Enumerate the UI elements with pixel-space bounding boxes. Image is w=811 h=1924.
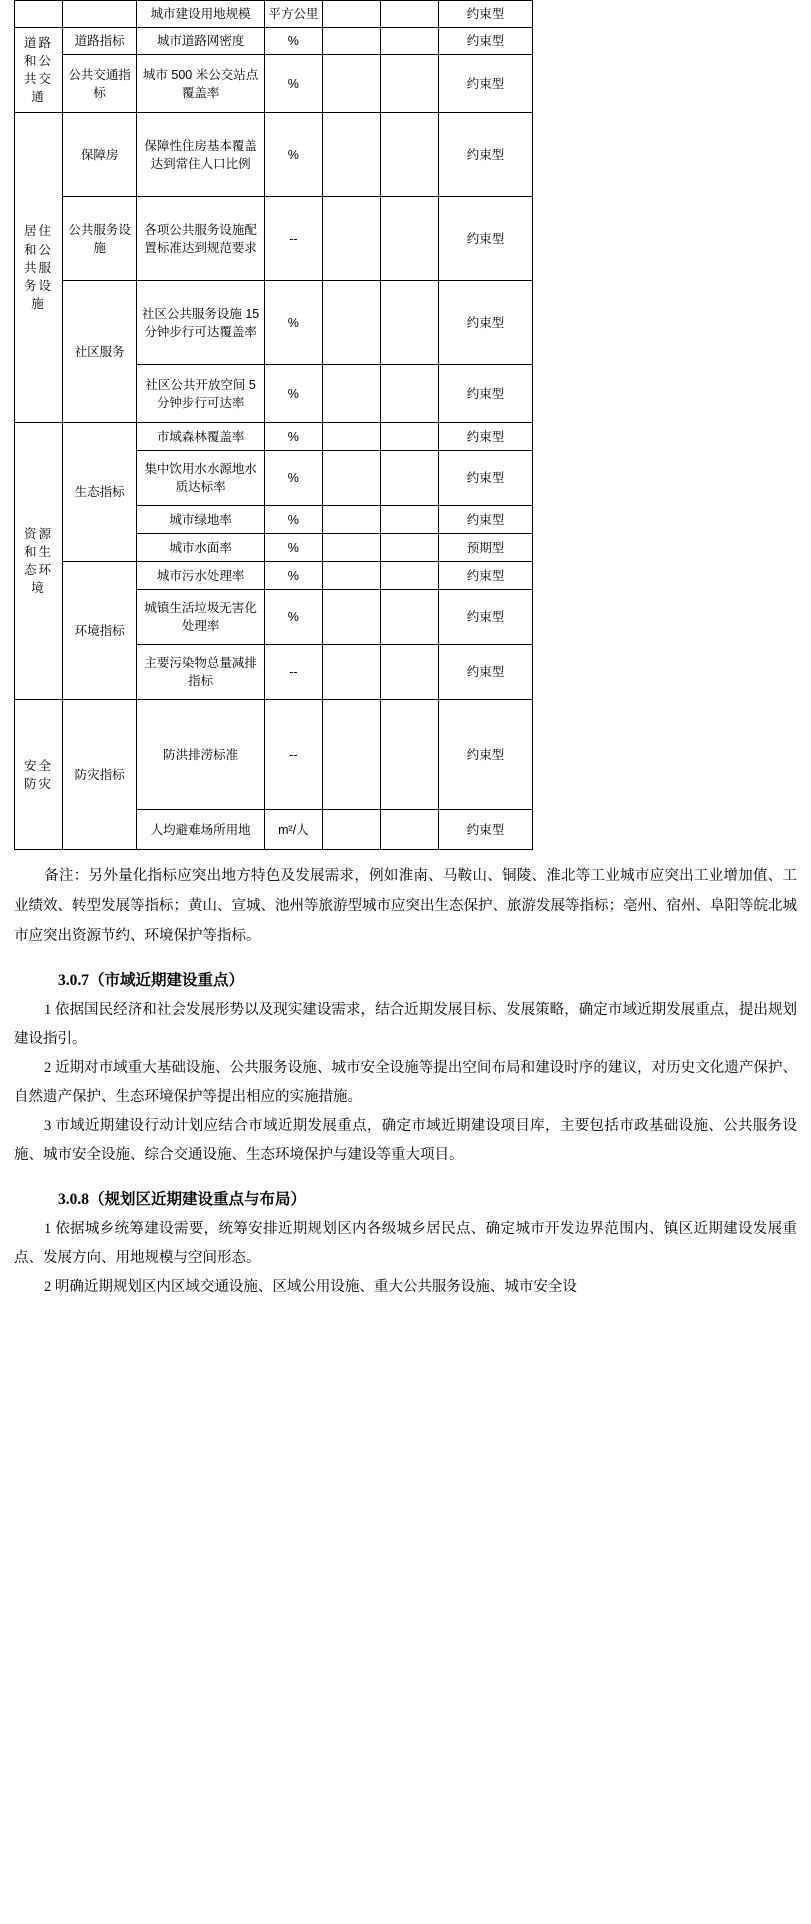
cell-group xyxy=(62,1,136,28)
cell-indicator: 各项公共服务设施配置标准达到规范要求 xyxy=(137,197,264,281)
cell-value-a xyxy=(322,1,380,28)
cell-value-b xyxy=(381,423,439,451)
indicator-table xyxy=(14,0,533,850)
cell-type: 约束型 xyxy=(439,281,533,365)
table-row xyxy=(15,197,533,281)
paragraph-text: 市域近期建设行动计划应结合市域近期发展重点，确定市域近期建设项目库，主要包括市政基础设施、公共服务设施、城市安全设施、综合交通设施、生态环境保护与建设等重大项目。 xyxy=(14,1118,797,1164)
cell-value-b xyxy=(381,28,439,55)
cell-type: 约束型 xyxy=(439,365,533,423)
cell-unit: % xyxy=(264,423,322,451)
cell-value-a xyxy=(322,506,380,534)
cell-type: 约束型 xyxy=(439,810,533,850)
cell-indicator: 防洪排涝标准 xyxy=(137,700,264,810)
table-note xyxy=(14,862,797,951)
cell-unit: % xyxy=(264,113,322,197)
cell-type: 约束型 xyxy=(439,113,533,197)
cell-type: 约束型 xyxy=(439,590,533,645)
cell-unit: -- xyxy=(264,645,322,700)
table-row xyxy=(15,562,533,590)
cell-indicator: 市域森林覆盖率 xyxy=(137,423,264,451)
cell-value-b xyxy=(381,451,439,506)
cell-value-a xyxy=(322,700,380,810)
cell-unit: % xyxy=(264,365,322,423)
cell-value-a xyxy=(322,28,380,55)
cell-category: 资源和生态环境 xyxy=(15,423,63,700)
cell-unit: % xyxy=(264,506,322,534)
cell-value-a xyxy=(322,451,380,506)
cell-value-a xyxy=(322,281,380,365)
paragraph-number: 3 xyxy=(44,1118,52,1135)
cell-indicator: 主要污染物总量减排指标 xyxy=(137,645,264,700)
paragraph-number: 2 xyxy=(44,1279,52,1296)
cell-category: 居住和公共服务设施 xyxy=(15,113,63,423)
cell-indicator: 城市 500 米公交站点覆盖率 xyxy=(137,55,264,113)
cell-group: 保障房 xyxy=(62,113,136,197)
cell-value-a xyxy=(322,55,380,113)
cell-type: 约束型 xyxy=(439,562,533,590)
paragraph-308-2 xyxy=(14,1273,797,1302)
cell-type: 约束型 xyxy=(439,700,533,810)
cell-value-a xyxy=(322,423,380,451)
paragraph-number: 2 xyxy=(44,1060,52,1077)
cell-unit: % xyxy=(264,281,322,365)
cell-unit: m²/人 xyxy=(264,810,322,850)
cell-value-b xyxy=(381,700,439,810)
table-row xyxy=(15,113,533,197)
cell-indicator: 保障性住房基本覆盖达到常住人口比例 xyxy=(137,113,264,197)
cell-type: 约束型 xyxy=(439,55,533,113)
cell-type: 预期型 xyxy=(439,534,533,562)
cell-unit: -- xyxy=(264,197,322,281)
cell-indicator: 城市道路网密度 xyxy=(137,28,264,55)
paragraph-308-1 xyxy=(14,1215,797,1273)
cell-type: 约束型 xyxy=(439,506,533,534)
paragraph-307-3 xyxy=(14,1112,797,1170)
cell-group: 生态指标 xyxy=(62,423,136,562)
cell-group: 公共交通指标 xyxy=(62,55,136,113)
cell-indicator: 城市污水处理率 xyxy=(137,562,264,590)
cell-value-a xyxy=(322,562,380,590)
cell-unit: % xyxy=(264,451,322,506)
cell-group: 防灾指标 xyxy=(62,700,136,850)
table-row xyxy=(15,1,533,28)
cell-type: 约束型 xyxy=(439,645,533,700)
cell-unit: % xyxy=(264,28,322,55)
table-row xyxy=(15,55,533,113)
paragraph-text: 近期对市域重大基础设施、公共服务设施、城市安全设施等提出空间布局和建设时序的建议，对历史文化遗产保护、自然遗产保护、生态环境保护等提出相应的实施措施。 xyxy=(14,1060,798,1106)
cell-value-b xyxy=(381,55,439,113)
cell-unit: % xyxy=(264,562,322,590)
cell-unit: % xyxy=(264,590,322,645)
section-heading-308: 3.0.8（规划区近期建设重点与布局） xyxy=(58,1191,307,1209)
cell-indicator: 社区公共开放空间 5 分钟步行可达率 xyxy=(137,365,264,423)
cell-indicator: 社区公共服务设施 15 分钟步行可达覆盖率 xyxy=(137,281,264,365)
cell-value-b xyxy=(381,281,439,365)
cell-type: 约束型 xyxy=(439,197,533,281)
cell-value-b xyxy=(381,562,439,590)
cell-group: 道路指标 xyxy=(62,28,136,55)
cell-value-b xyxy=(381,810,439,850)
cell-value-a xyxy=(322,113,380,197)
paragraph-number: 1 xyxy=(44,1002,52,1019)
cell-type: 约束型 xyxy=(439,1,533,28)
cell-indicator: 人均避难场所用地 xyxy=(137,810,264,850)
paragraph-text: 明确近期规划区内区域交通设施、区域公用设施、重大公共服务设施、城市安全设 xyxy=(54,1279,577,1296)
paragraph-307-2 xyxy=(14,1054,797,1112)
cell-value-a xyxy=(322,645,380,700)
cell-value-a xyxy=(322,810,380,850)
cell-value-b xyxy=(381,645,439,700)
cell-value-a xyxy=(322,365,380,423)
cell-value-b xyxy=(381,113,439,197)
cell-type: 约束型 xyxy=(439,28,533,55)
cell-value-a xyxy=(322,534,380,562)
cell-unit: % xyxy=(264,55,322,113)
cell-value-b xyxy=(381,1,439,28)
cell-indicator: 集中饮用水水源地水质达标率 xyxy=(137,451,264,506)
paragraph-number: 1 xyxy=(44,1221,52,1238)
paragraph-text: 依据国民经济和社会发展形势以及现实建设需求，结合近期发展目标、发展策略，确定市域近期发展重点，提出规划建设指引。 xyxy=(14,1002,798,1048)
table-note-text: 备注：另外量化指标应突出地方特色及发展需求，例如淮南、马鞍山、铜陵、淮北等工业城市应突出工业增加值、工业绩效、转型发展等指标；黄山、宣城、池州等旅游型城市应突出生态保护、旅游发展等指标；亳州、宿州、阜阳等皖北城市应突出资源节约、环境保护等指标。 xyxy=(14,868,797,944)
cell-value-b xyxy=(381,534,439,562)
table-row xyxy=(15,423,533,451)
cell-value-b xyxy=(381,197,439,281)
cell-unit: 平方公里 xyxy=(264,1,322,28)
cell-group: 公共服务设施 xyxy=(62,197,136,281)
cell-group: 环境指标 xyxy=(62,562,136,700)
cell-indicator: 城市绿地率 xyxy=(137,506,264,534)
cell-value-a xyxy=(322,197,380,281)
paragraph-text: 依据城乡统筹建设需要，统筹安排近期规划区内各级城乡居民点、确定城市开发边界范围内、镇区近期建设发展重点、发展方向、用地规模与空间形态。 xyxy=(14,1221,797,1267)
cell-value-b xyxy=(381,365,439,423)
cell-type: 约束型 xyxy=(439,423,533,451)
cell-group: 社区服务 xyxy=(62,281,136,423)
section-heading-307: 3.0.7（市域近期建设重点） xyxy=(58,972,245,990)
table-row xyxy=(15,700,533,810)
cell-category xyxy=(15,1,63,28)
cell-value-a xyxy=(322,590,380,645)
table-row xyxy=(15,28,533,55)
cell-unit: -- xyxy=(264,700,322,810)
cell-type: 约束型 xyxy=(439,451,533,506)
cell-value-b xyxy=(381,590,439,645)
cell-indicator: 城市水面率 xyxy=(137,534,264,562)
cell-indicator: 城镇生活垃圾无害化处理率 xyxy=(137,590,264,645)
cell-category: 安全防灾 xyxy=(15,700,63,850)
cell-indicator: 城市建设用地规模 xyxy=(137,1,264,28)
cell-category: 道路和公共交通 xyxy=(15,28,63,113)
table-row xyxy=(15,281,533,365)
cell-unit: % xyxy=(264,534,322,562)
cell-value-b xyxy=(381,506,439,534)
paragraph-307-1 xyxy=(14,996,797,1054)
